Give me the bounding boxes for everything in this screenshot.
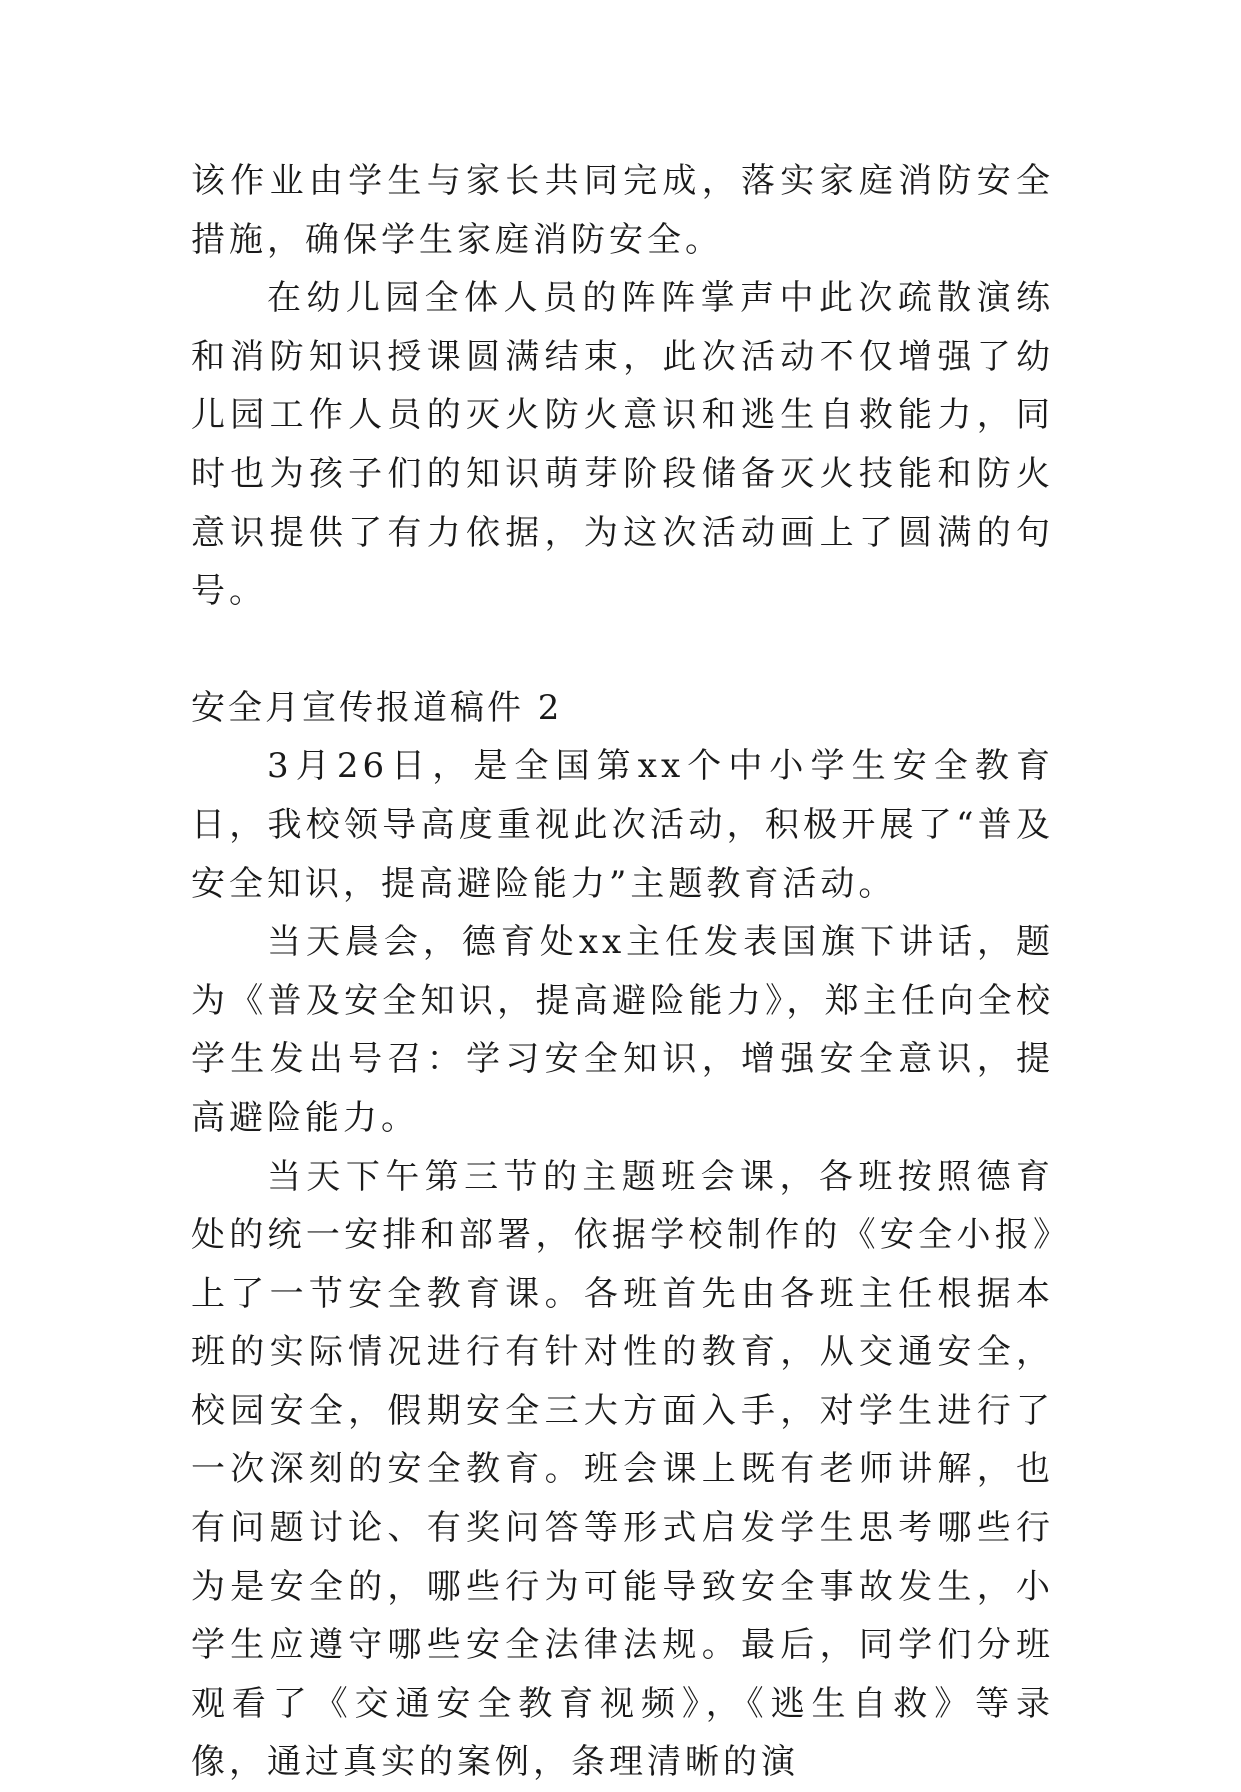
paragraph-safety-day: 3月26日，是全国第xx个中小学生安全教育日，我校领导高度重视此次活动，积极开展了“普及安全知识，提高避险能力”主题教育活动。 [191, 737, 1054, 913]
paragraph-closing: 在幼儿园全体人员的阵阵掌声中此次疏散演练和消防知识授课圆满结束，此次活动不仅增强了幼儿园工作人员的灭火防火意识和逃生自救能力，同时也为孩子们的知识萌芽阶段储备灭火技能和防火意识提供了有力依据，为这次活动画上了圆满的句号。 [191, 269, 1054, 621]
paragraph-morning-meeting: 当天晨会，德育处xx主任发表国旗下讲话，题为《普及安全知识，提高避险能力》，郑主任向全校学生发出号召：学习安全知识，增强安全意识，提高避险能力。 [191, 913, 1054, 1147]
section-title: 安全月宣传报道稿件 2 [191, 679, 1054, 738]
paragraph-homework: 该作业由学生与家长共同完成，落实家庭消防安全措施，确保学生家庭消防安全。 [191, 152, 1054, 269]
document-body [191, 152, 1054, 1792]
paragraph-class-meeting: 当天下午第三节的主题班会课，各班按照德育处的统一安排和部署，依据学校制作的《安全小报》上了一节安全教育课。各班首先由各班主任根据本班的实际情况进行有针对性的教育，从交通安全，校园安全，假期安全三大方面入手，对学生进行了一次深刻的安全教育。班会课上既有老师讲解，也有问题讨论、有奖问答等形式启发学生思考哪些行为是安全的，哪些行为可能导致安全事故发生，小学生应遵守哪些安全法律法规。最后，同学们分班观看了《交通安全教育视频》，《逃生自救》等录像，通过真实的案例，条理清晰的演 [191, 1148, 1054, 1792]
